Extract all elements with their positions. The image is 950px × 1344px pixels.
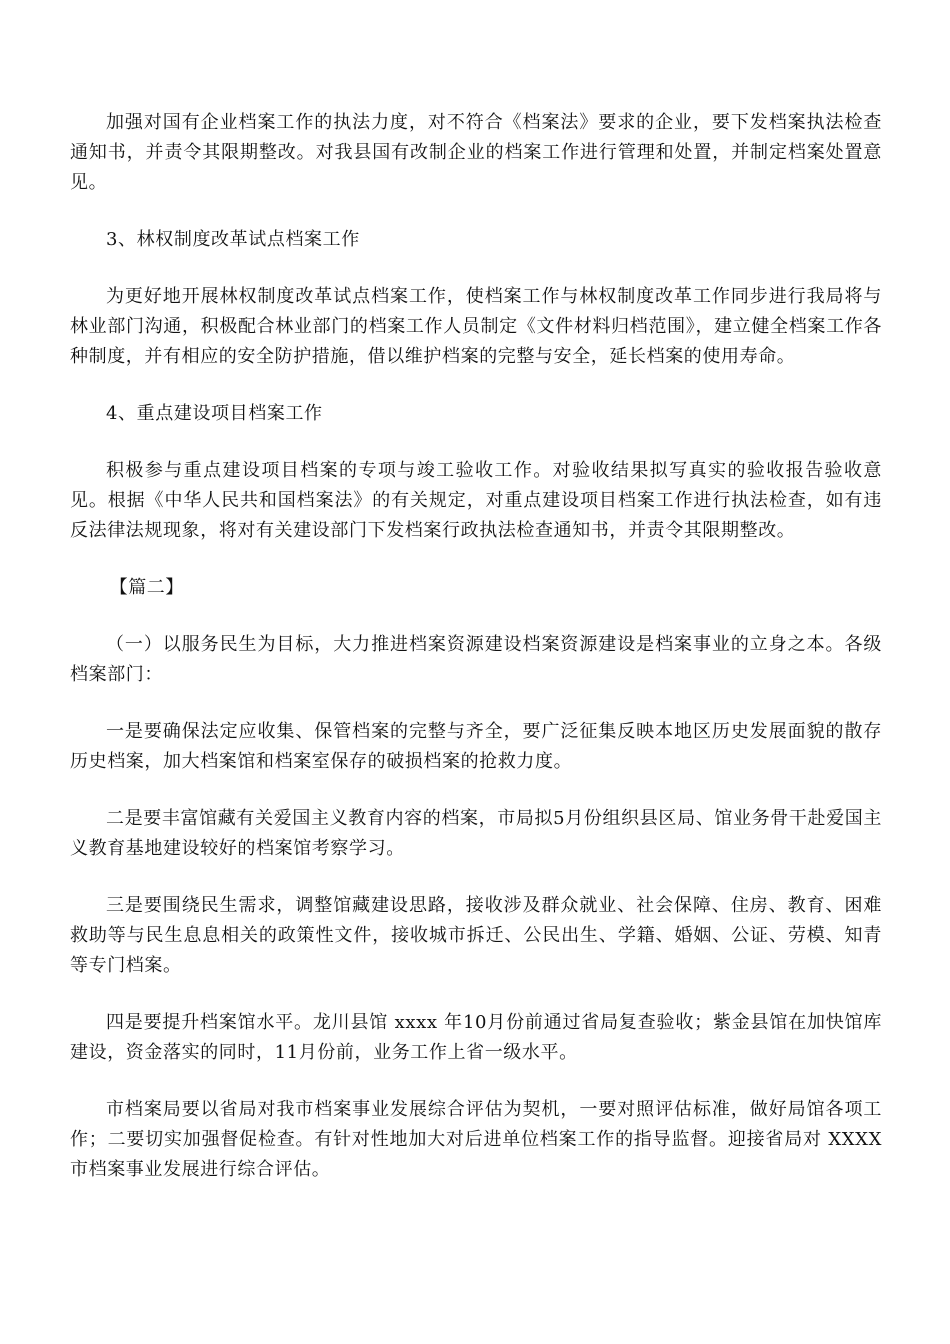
paragraph-enforcement: 加强对国有企业档案工作的执法力度，对不符合《档案法》要求的企业，要下发档案执法检查通知书，并责令其限期整改。对我县国有改制企业的档案工作进行管理和处置，并制定档案处置意见。 <box>70 112 882 193</box>
paragraph-forest-rights: 为更好地开展林权制度改革试点档案工作，使档案工作与林权制度改革工作同步进行我局将与林业部门沟通，积极配合林业部门的档案工作人员制定《文件材料归档范围》，建立健全档案工作各种制度，并有相应的安全防护措施，借以维护档案的完整与安全，延长档案的使用寿命。 <box>70 286 882 367</box>
section-title-part-two: 【篇二】 <box>109 577 184 598</box>
heading-forest-rights: 3、林权制度改革试点档案工作 <box>106 229 360 250</box>
heading-key-projects: 4、重点建设项目档案工作 <box>106 403 323 424</box>
document-body <box>70 108 882 1212</box>
paragraph-evaluation: 市档案局要以省局对我市档案事业发展综合评估为契机，一要对照评估标准，做好局馆各项工作；二要切实加强督促检查。有针对性地加大对后进单位档案工作的指导监督。迎接省局对 XXXX 市档案事业发展进行综合评估。 <box>70 1099 882 1180</box>
paragraph-point-three: 三是要围绕民生需求，调整馆藏建设思路，接收涉及群众就业、社会保障、住房、教育、困难救助等与民生息息相关的政策性文件，接收城市拆迁、公民出生、学籍、婚姻、公证、劳模、知青等专门档案。 <box>70 895 882 976</box>
paragraph-point-one: 一是要确保法定应收集、保管档案的完整与齐全，要广泛征集反映本地区历史发展面貌的散存历史档案，加大档案馆和档案室保存的破损档案的抢救力度。 <box>70 721 882 772</box>
paragraph-point-four: 四是要提升档案馆水平。龙川县馆 xxxx 年10月份前通过省局复查验收；紫金县馆在加快馆库建设，资金落实的同时，11月份前，业务工作上省一级水平。 <box>70 1012 882 1063</box>
paragraph-point-two: 二是要丰富馆藏有关爱国主义教育内容的档案，市局拟5月份组织县区局、馆业务骨干赴爱国主义教育基地建设较好的档案馆考察学习。 <box>70 808 882 859</box>
paragraph-key-projects: 积极参与重点建设项目档案的专项与竣工验收工作。对验收结果拟写真实的验收报告验收意见。根据《中华人民共和国档案法》的有关规定，对重点建设项目档案工作进行执法检查，如有违反法律法规现象，将对有关建设部门下发档案行政执法检查通知书，并责令其限期整改。 <box>70 460 882 541</box>
paragraph-resource-building: （一）以服务民生为目标，大力推进档案资源建设档案资源建设是档案事业的立身之本。各级档案部门： <box>70 634 882 685</box>
